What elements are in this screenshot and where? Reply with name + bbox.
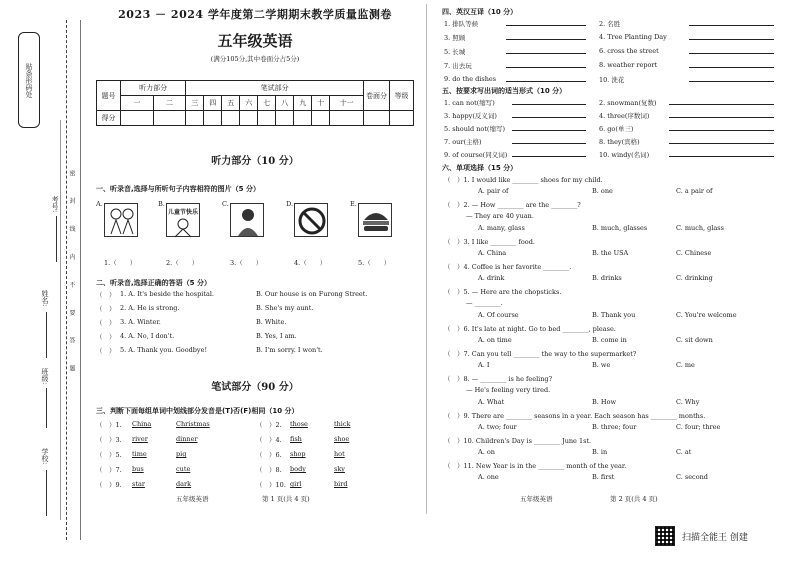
q6-stem: [444, 349, 784, 361]
q6-options: [444, 224, 784, 237]
q1-answer-1[interactable]: 1.（ ）: [104, 259, 137, 267]
question-stem: （ ）9. There are ________ seasons in a year. Each season has ________ months.: [444, 412, 706, 420]
picture-no-smoking-sign-icon: [294, 203, 328, 237]
q5-title: 五、按要求写出词的适当形式（10 分）: [442, 87, 567, 95]
q6-stem: [444, 374, 784, 386]
q6-stem: [444, 436, 784, 448]
question-stem: （ ）7. Can you tell ________ the way to the supermarket?: [444, 350, 637, 358]
word: shoe: [334, 435, 350, 443]
score-cell[interactable]: [240, 111, 258, 126]
word: pig: [176, 450, 187, 458]
score-col-number: 六: [240, 96, 258, 111]
answer-paren[interactable]: （ ）5.: [96, 451, 122, 459]
page1-footer-page: 第 1 页(共 4 页): [262, 495, 310, 503]
score-cell[interactable]: [276, 111, 294, 126]
q4-title: 四、英汉互译（10 分）: [442, 8, 518, 16]
answer-paren[interactable]: （ ）4.: [256, 436, 282, 444]
answer-paren[interactable]: （ ）3.: [96, 436, 122, 444]
option-a[interactable]: A. China: [478, 249, 507, 257]
score-cell[interactable]: [312, 111, 330, 126]
word: fish: [290, 435, 302, 443]
answer-line[interactable]: [506, 47, 586, 54]
prompt: 1. 排队等候: [444, 20, 479, 28]
prompt: 9. do the dishes: [444, 75, 497, 83]
q2-row: [96, 290, 416, 304]
barcode-sticker-box: [18, 32, 40, 128]
q1-answer-2[interactable]: 2.（ ）: [166, 259, 199, 267]
field-line-school[interactable]: [46, 470, 47, 516]
q6-stem: [444, 175, 784, 187]
score-col-number: 二: [153, 96, 186, 111]
prompt: 4. three(序数词): [599, 112, 650, 120]
written-section-title: 笔试部分（90 分）: [211, 382, 299, 393]
answer-line[interactable]: [669, 137, 774, 144]
score-cell[interactable]: [390, 111, 414, 126]
picture-childrens-day-icon: [166, 203, 200, 237]
answer-paren[interactable]: （ ）: [96, 347, 116, 355]
question-stem: （ ）4. Coffee is her favorite ________.: [444, 263, 572, 271]
word: dinner: [176, 435, 198, 443]
answer-line[interactable]: [669, 124, 774, 131]
answer-line[interactable]: [506, 33, 586, 40]
option-b[interactable]: B. How: [592, 398, 617, 406]
answer-line[interactable]: [669, 150, 774, 157]
q6-options: [444, 448, 784, 461]
answer-paren[interactable]: （ ）: [96, 305, 116, 313]
answer-line[interactable]: [669, 98, 774, 105]
question-stem: （ ）1. I would like ________ shoes for my child.: [444, 176, 603, 184]
option-a: 1. A. It's beside the hospital.: [120, 290, 214, 298]
prompt: 10. windy(名词): [599, 151, 650, 159]
prompt: 5. 长城: [444, 48, 466, 56]
page2-footer-subject: 五年级英语: [520, 495, 553, 503]
prompt: 7. our(主格): [444, 138, 482, 146]
q6-stem: [444, 262, 784, 274]
score-col-number: 十: [312, 96, 330, 111]
score-col-number: 十一: [330, 96, 364, 111]
question-stem: （ ）6. It's late at night. Go to bed ________, please.: [444, 325, 616, 333]
score-col-grade: 等级: [390, 81, 414, 111]
q6-stem: [444, 461, 784, 473]
question-stem-continued: — They are 40 yuan.: [466, 212, 534, 220]
q3-row: [96, 420, 416, 435]
picture-sick-person-icon: [230, 203, 264, 237]
answer-line[interactable]: [512, 98, 586, 105]
option-a: 5. A. Thank you. Goodbye!: [120, 346, 208, 354]
option-b: B. Yes, I am.: [256, 332, 297, 340]
qr-code-icon: [655, 526, 675, 546]
q6-options: [444, 398, 784, 411]
page-divider: [426, 4, 427, 514]
option-b[interactable]: B. come in: [592, 336, 627, 344]
option-a[interactable]: A. on: [478, 448, 495, 456]
picture-hamburger-icon: [358, 203, 392, 237]
q4-row: [444, 19, 784, 33]
field-label-class: 班级:: [41, 368, 49, 385]
pic-letter-d: D.: [286, 200, 294, 208]
option-c[interactable]: C. me: [676, 361, 695, 369]
option-c[interactable]: C. four; three: [676, 423, 721, 431]
word: hot: [334, 450, 345, 458]
option-b[interactable]: B. drinks: [592, 274, 622, 282]
score-col-number: 三: [186, 96, 204, 111]
option-a[interactable]: A. I: [478, 361, 490, 369]
answer-line[interactable]: [689, 47, 774, 54]
prompt: 3. 照顾: [444, 34, 466, 42]
field-label-exam-number: 考号:: [51, 196, 59, 213]
answer-paren[interactable]: （ ）6.: [256, 451, 282, 459]
q5-row: [444, 111, 784, 124]
option-b[interactable]: B. Thank you: [592, 311, 636, 319]
q6-stem: [444, 324, 784, 336]
score-cell[interactable]: [258, 111, 276, 126]
q2-list: [96, 290, 416, 360]
question-stem: （ ）3. I like ________ food.: [444, 238, 535, 246]
score-row-label: 得分: [97, 111, 121, 126]
q5-row: [444, 137, 784, 150]
q1-answer-5[interactable]: 5.（ ）: [358, 259, 391, 267]
answer-paren[interactable]: （ ）: [96, 333, 116, 341]
word: thick: [334, 420, 351, 428]
field-label-school: 学校:: [41, 448, 49, 465]
option-b: B. White.: [256, 318, 287, 326]
question-stem: （ ）8. — ________ is he feeling?: [444, 375, 553, 383]
word: bird: [334, 480, 348, 488]
pic-letter-a: A.: [96, 200, 103, 208]
score-note: (满分105分,其中卷面分占5分): [210, 55, 300, 63]
option-b[interactable]: B. three; four: [592, 423, 637, 431]
field-label-name: 姓名:: [41, 290, 49, 307]
q6-options: [444, 311, 784, 324]
q4-row: [444, 33, 784, 47]
answer-line[interactable]: [512, 150, 586, 157]
score-col-number: 八: [276, 96, 294, 111]
word: sky: [334, 465, 345, 473]
exam-title: 2023 － 2024 学年度第二学期期末教学质量监测卷: [118, 8, 392, 21]
word: Christmas: [176, 420, 210, 428]
q6-list: [444, 175, 784, 486]
question-stem-continued: — He's feeling very tired.: [466, 386, 551, 394]
field-line-exam-number[interactable]: [56, 216, 57, 262]
option-a: 4. A. No, I don't.: [120, 332, 175, 340]
q6-stem: [444, 287, 784, 299]
score-cell[interactable]: [121, 111, 154, 126]
prompt: 6. cross the street: [599, 47, 659, 55]
answer-paren[interactable]: （ ）9.: [96, 481, 122, 489]
question-stem: （ ）11. New Year is in the ________ month of the year.: [444, 462, 627, 470]
prompt: 2. snowman(复数): [599, 99, 657, 107]
q3-list: [96, 420, 416, 495]
score-cell[interactable]: [294, 111, 312, 126]
score-col-number: 一: [121, 96, 154, 111]
q2-row: [96, 332, 416, 346]
q6-stem-line2: [444, 386, 784, 398]
word: dark: [176, 480, 192, 488]
score-cell[interactable]: [186, 111, 204, 126]
seal-solid-line: [80, 20, 81, 540]
q6-options: [444, 423, 784, 436]
q6-options: [444, 274, 784, 287]
word: cute: [176, 465, 191, 473]
q6-options: [444, 336, 784, 349]
score-group-written: 笔试部分: [186, 81, 364, 96]
q2-row: [96, 304, 416, 318]
q6-options: [444, 249, 784, 262]
question-stem: （ ）5. — Here are the chopsticks.: [444, 288, 562, 296]
score-cell[interactable]: [204, 111, 222, 126]
question-stem: （ ）2. — How ________ are the ________?: [444, 201, 581, 209]
score-col-number: 九: [294, 96, 312, 111]
q5-row: [444, 150, 784, 163]
picture-banner-text: 儿童节快乐: [167, 209, 198, 216]
q6-options: [444, 187, 784, 200]
word: those: [290, 420, 308, 428]
prompt: 2. 名胜: [599, 20, 621, 28]
answer-line[interactable]: [506, 19, 586, 26]
score-group-listening: 听力部分: [121, 81, 186, 96]
subject-title: 五年级英语: [217, 32, 293, 50]
score-col-paper: 卷面分: [364, 81, 390, 111]
option-c[interactable]: C. much, glass: [676, 224, 724, 232]
option-a[interactable]: A. What: [478, 398, 505, 406]
option-c[interactable]: C. drinking: [676, 274, 713, 282]
option-b[interactable]: B. one: [592, 187, 613, 195]
option-a[interactable]: A. many, glass: [478, 224, 525, 232]
word: star: [132, 480, 145, 488]
answer-paren[interactable]: （ ）: [96, 291, 116, 299]
pic-letter-c: C.: [222, 200, 229, 208]
q2-row: [96, 318, 416, 332]
q3-row: [96, 435, 416, 450]
q4-row: [444, 47, 784, 61]
option-b[interactable]: B. much, glasses: [592, 224, 648, 232]
answer-line[interactable]: [512, 137, 586, 144]
option-c[interactable]: C. at: [676, 448, 692, 456]
option-b[interactable]: B. first: [592, 473, 615, 481]
word: shop: [290, 450, 306, 458]
q6-stem-line2: [444, 212, 784, 224]
q6-stem: [444, 200, 784, 212]
q5-list: [444, 98, 784, 163]
q4-list: [444, 19, 784, 89]
answer-paren[interactable]: （ ）2.: [256, 421, 282, 429]
q5-row: [444, 124, 784, 137]
answer-line[interactable]: [689, 33, 774, 40]
question-stem: （ ）10. Children's Day is ________ June 1st.: [444, 437, 592, 445]
word: girl: [290, 480, 302, 488]
field-line-name[interactable]: [46, 312, 47, 358]
q6-stem: [444, 237, 784, 249]
q2-row: [96, 346, 416, 360]
option-b[interactable]: B. in: [592, 448, 608, 456]
pic-letter-b: B.: [158, 200, 165, 208]
picture-children-icon: [104, 203, 138, 237]
q6-options: [444, 473, 784, 486]
scanner-watermark: 扫描全能王 创建: [682, 533, 748, 543]
q2-title: 二、听录音,选择正确的答语（5 分）: [96, 279, 211, 287]
option-a[interactable]: A. drink: [478, 274, 505, 282]
prompt: 7. 出去玩: [444, 62, 472, 70]
answer-paren[interactable]: （ ）7.: [96, 466, 122, 474]
option-a[interactable]: A. on time: [478, 336, 512, 344]
barcode-sticker-label: 贴条形码处: [25, 62, 33, 98]
q5-row: [444, 98, 784, 111]
q1-answer-3[interactable]: 3.（ ）: [230, 259, 263, 267]
q6-stem-line2: [444, 299, 784, 311]
q6-stem: [444, 411, 784, 423]
score-cell[interactable]: [153, 111, 186, 126]
option-a: 2. A. He is strong.: [120, 304, 180, 312]
option-c[interactable]: C. a pair of: [676, 187, 713, 195]
option-c[interactable]: C. sit down: [676, 336, 713, 344]
word: China: [132, 420, 152, 428]
q6-options: [444, 361, 784, 374]
option-b: B. She's my aunt.: [256, 304, 314, 312]
answer-line[interactable]: [506, 61, 586, 68]
word: body: [290, 465, 306, 473]
answer-line[interactable]: [689, 75, 774, 82]
option-b: B. Our house is on Furong Street.: [256, 290, 368, 298]
q1-title: 一、听录音,选择与所听句子内容相符的图片（5 分）: [96, 185, 260, 193]
score-col-number: 五: [222, 96, 240, 111]
answer-line[interactable]: [506, 75, 586, 82]
answer-line[interactable]: [669, 111, 774, 118]
score-table: [96, 80, 414, 126]
question-stem-continued: — ________.: [466, 299, 503, 307]
option-c[interactable]: C. Chinese: [676, 249, 712, 257]
prompt: 8. they(宾格): [599, 138, 640, 146]
page1-footer-subject: 五年级英语: [176, 495, 209, 503]
prompt: 6. go(单三): [599, 125, 634, 133]
option-b[interactable]: B. we: [592, 361, 611, 369]
pic-letter-e: E.: [350, 200, 357, 208]
answer-paren[interactable]: （ ）: [96, 319, 116, 327]
option-a[interactable]: A. one: [478, 473, 499, 481]
q3-row: [96, 450, 416, 465]
prompt: 9. of course(同义词): [444, 151, 508, 159]
page2-footer-page: 第 2 页(共 4 页): [610, 495, 658, 503]
q3-row: [96, 480, 416, 495]
prompt: 8. weather report: [599, 61, 658, 69]
prompt: 1. can not(缩写): [444, 99, 495, 107]
score-col-number: 四: [204, 96, 222, 111]
option-c[interactable]: C. second: [676, 473, 708, 481]
q3-title: 三、判断下面每组单词中划线部分发音是(T)否(F)相同（10 分）: [96, 407, 299, 415]
option-a[interactable]: A. two; four: [478, 423, 517, 431]
score-cell[interactable]: [222, 111, 240, 126]
q4-row: [444, 61, 784, 75]
option-b: B. I'm sorry. I won't.: [256, 346, 323, 354]
score-col-number: 七: [258, 96, 276, 111]
answer-paren[interactable]: （ ）10.: [256, 481, 286, 489]
score-cell[interactable]: [364, 111, 390, 126]
option-c[interactable]: C. You're welcome: [676, 311, 737, 319]
prompt: 4. Tree Planting Day: [599, 33, 667, 41]
field-line-class[interactable]: [46, 388, 47, 428]
word: river: [132, 435, 148, 443]
seal-warning-text: 密 封 线 内 不 要 答 题: [68, 170, 75, 382]
q6-title: 六、单项选择（15 分）: [442, 164, 518, 172]
score-cell[interactable]: [330, 111, 364, 126]
vertical-rule: [60, 120, 68, 520]
option-c[interactable]: C. Why: [676, 398, 700, 406]
option-a[interactable]: A. Of course: [478, 311, 519, 319]
option-a: 3. A. Winter.: [120, 318, 161, 326]
answer-line[interactable]: [512, 124, 586, 131]
option-b[interactable]: B. the USA: [592, 249, 629, 257]
q1-answer-4[interactable]: 4.（ ）: [294, 259, 327, 267]
word: time: [132, 450, 147, 458]
listening-section-title: 听力部分（10 分）: [211, 156, 299, 167]
answer-line[interactable]: [512, 111, 586, 118]
answer-paren[interactable]: （ ）8.: [256, 466, 282, 474]
word: bus: [132, 465, 144, 473]
prompt: 10. 洗花: [599, 76, 625, 84]
q3-row: [96, 465, 416, 480]
option-a[interactable]: A. pair of: [478, 187, 509, 195]
answer-line[interactable]: [689, 19, 774, 26]
prompt: 5. should not(缩写): [444, 125, 505, 133]
answer-line[interactable]: [689, 61, 774, 68]
prompt: 3. happy(反义词): [444, 112, 497, 120]
answer-paren[interactable]: （ ）1.: [96, 421, 122, 429]
score-table-header-label: 题号: [97, 81, 121, 111]
